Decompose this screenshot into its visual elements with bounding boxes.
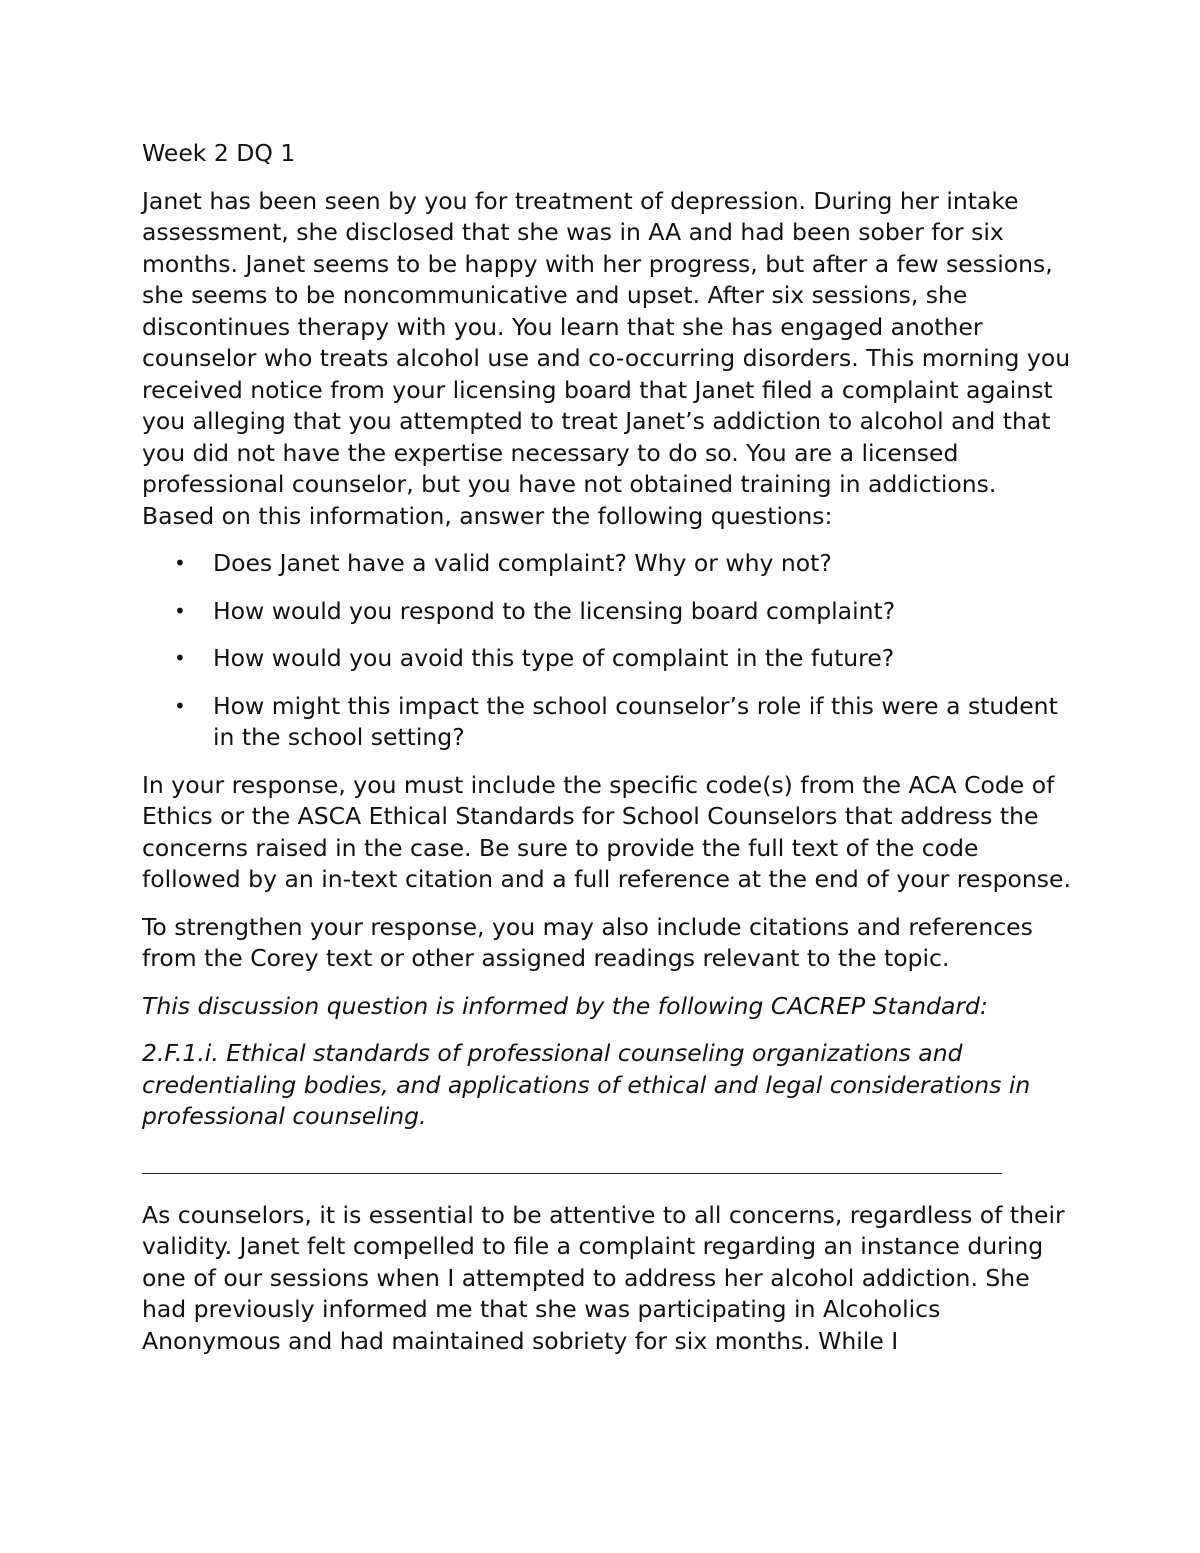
- list-item: [142, 548, 1072, 580]
- question-text: Does Janet have a valid complaint? Why or why not?: [213, 549, 832, 577]
- question-text: How would you avoid this type of complaint in the future?: [213, 644, 895, 672]
- document-title: Week 2 DQ 1: [142, 139, 296, 167]
- bullet-icon: •: [174, 598, 186, 623]
- response-text: As counselors, it is essential to be attentive to all concerns, regardless of their validity. Janet felt compelled to file a complaint regarding an instance during one of our sessions when I attempted to address her alcohol addiction. She had previously informed me that she was participating in Alcoholics Anonymous and had maintained sobriety for six months. While I: [142, 1200, 1065, 1355]
- document-page: [142, 138, 1072, 1373]
- bullet-icon: •: [174, 646, 186, 670]
- bullet-icon: •: [174, 551, 186, 575]
- question-text: How would you respond to the licensing board complaint?: [213, 596, 896, 625]
- question-text: How might this impact the school counselor’s role if this were a student in the school setting?: [213, 691, 1058, 751]
- section-divider: [142, 1173, 1002, 1174]
- bullet-icon: •: [174, 693, 186, 718]
- list-item: [142, 691, 1072, 754]
- list-item: [142, 596, 1072, 628]
- question-list: [142, 548, 1072, 754]
- response-instructions: In your response, you must include the specific code(s) from the ACA Code of Ethics or the ASCA Ethical Standards for School Counselors that address the concerns raised in the case. Be sure to provide the full text of the code followed by an in-text citation and a full reference at the end of your response.: [142, 770, 1071, 893]
- case-description: Janet has been seen by you for treatment of depression. During her intake assessment, she disclosed that she was in AA and had been sober for six months. Janet seems to be happy with her progress, but after a few sessions, she seems to be noncommunicative and upset. After six sessions, she discontinues therapy with you. You learn that she has engaged another counselor who treats alcohol use and co-occurring disorders. This morning you received notice from your licensing board that Janet filed a complaint against you alleging that you attempted to treat Janet’s addiction to alcohol and that you did not have the expertise necessary to do so. You are a licensed professional counselor, but you have not obtained training in addictions. Based on this information, answer the following questions:: [142, 186, 1071, 530]
- cacrep-standard: 2.F.1.i. Ethical standards of professional counseling organizations and credentialing bodies, and applications of ethical and legal considerations in professional counseling.: [142, 1039, 1031, 1130]
- list-item: [142, 643, 1072, 675]
- cacrep-intro: This discussion question is informed by the following CACREP Standard:: [142, 991, 988, 1020]
- strengthen-note: To strengthen your response, you may also include citations and references from the Corey text or other assigned readings relevant to the topic.: [142, 912, 1033, 972]
